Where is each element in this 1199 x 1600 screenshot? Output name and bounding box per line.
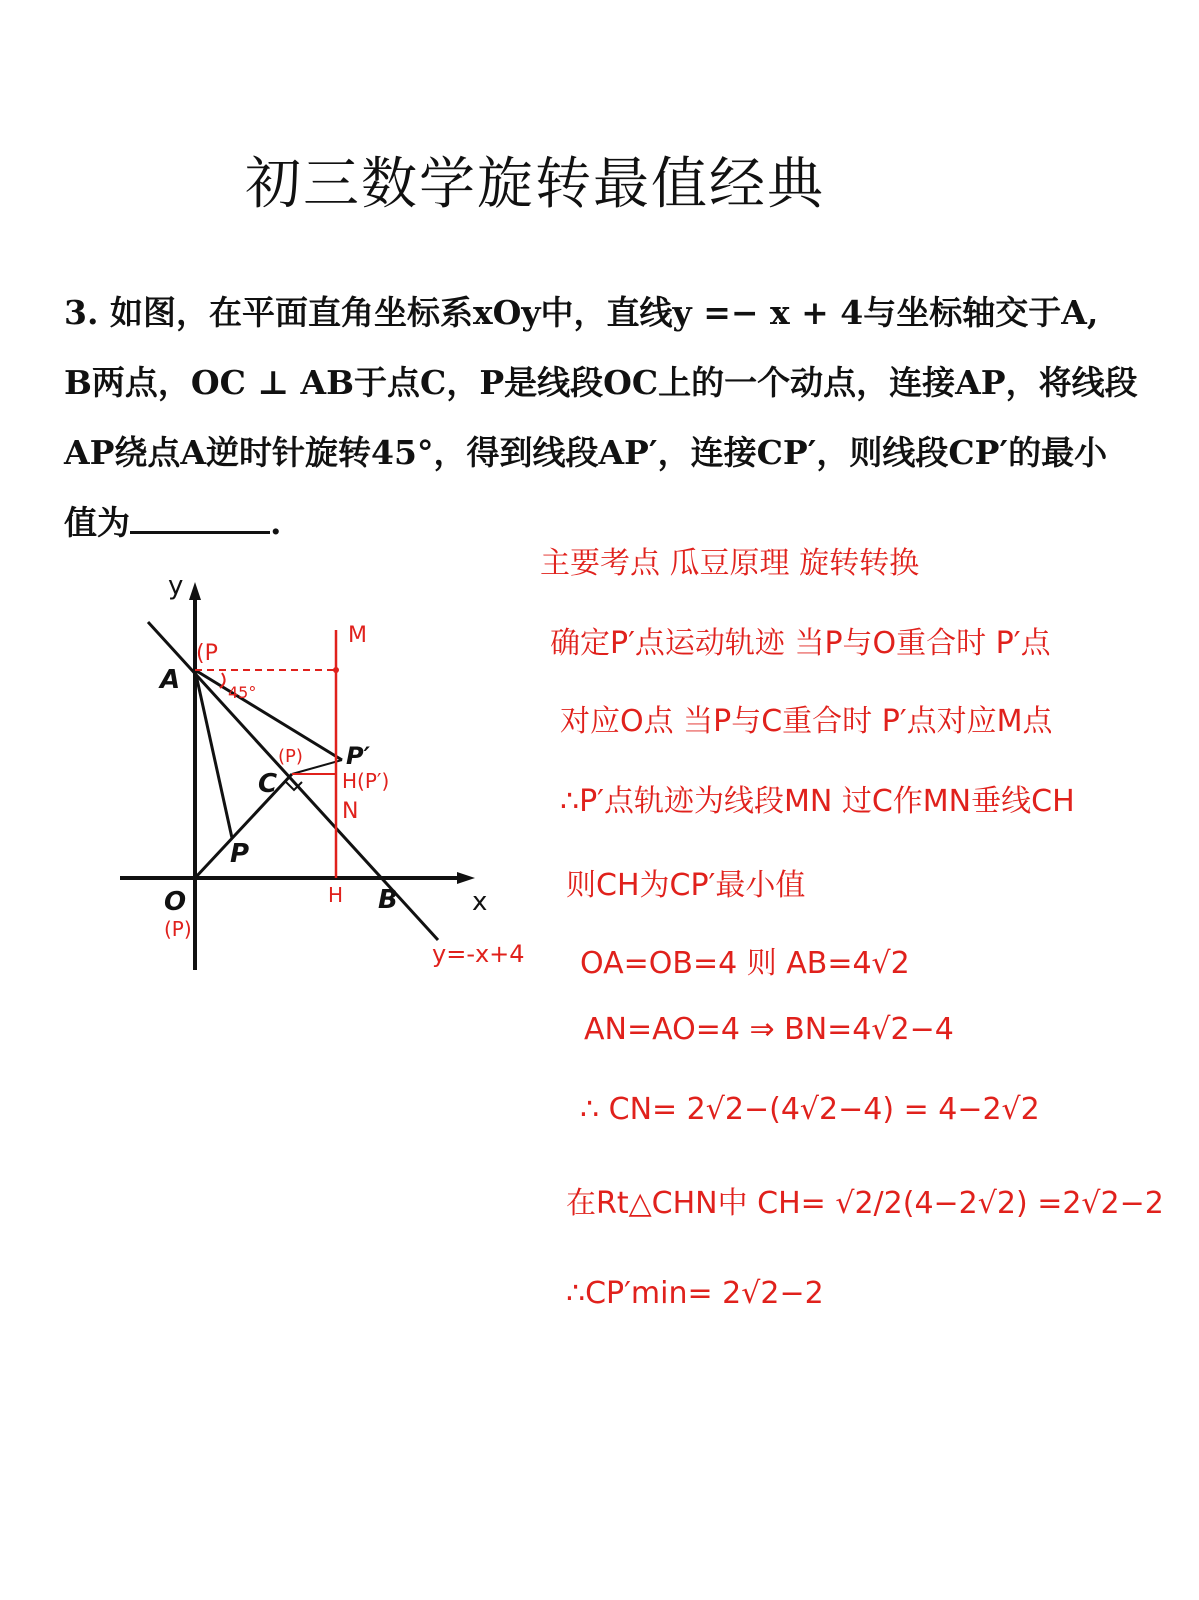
label-B: B [378, 885, 398, 915]
label-P-at-O: (P) [164, 917, 192, 941]
answer-blank[interactable] [130, 501, 270, 534]
note-line-8: ∴ CN= 2√2−(4√2−4) = 4−2√2 [580, 1092, 1040, 1127]
label-y-axis: y [168, 571, 184, 601]
y-axis-arrow [189, 582, 201, 600]
label-x-axis: x [472, 887, 488, 917]
point-M [333, 667, 339, 673]
label-C: C [258, 769, 278, 799]
answer-period: . [270, 503, 282, 542]
label-angle-45: 45° [228, 683, 257, 702]
problem-statement [64, 278, 1154, 558]
label-O: O [164, 887, 187, 917]
label-P-at-C: (P) [278, 746, 303, 767]
note-line-7: AN=AO=4 ⇒ BN=4√2−4 [584, 1012, 954, 1047]
segment-APprime [195, 670, 342, 760]
note-line-1: 主要考点 瓜豆原理 旋转转换 [540, 546, 920, 581]
note-line-9: 在Rt△CHN中 CH= √2/2(4−2√2) =2√2−2 [566, 1186, 1164, 1221]
label-H-Pprime: H(P′) [342, 769, 390, 793]
label-N: N [342, 799, 359, 824]
x-axis-arrow [457, 872, 475, 884]
label-H: H [328, 883, 344, 907]
page-title: 初三数学旋转最值经典 [245, 152, 825, 217]
label-Pprime: P′ [346, 742, 370, 770]
problem-line-3: AP绕点A逆时针旋转45°，得到线段AP′，连接CP′，则线段CP′的最小 [64, 433, 1108, 472]
label-A: A [160, 665, 181, 695]
note-line-10: ∴CP′min= 2√2−2 [566, 1276, 824, 1311]
problem-line-1: 3. 如图，在平面直角坐标系xOy中，直线y =− x + 4与坐标轴交于A, [64, 293, 1099, 332]
note-line-3: 对应O点 当P与C重合时 P′点对应M点 [560, 704, 1053, 739]
note-line-2: 确定P′点运动轨迹 当P与O重合时 P′点 [550, 626, 1051, 661]
answer-prompt: 值为 [64, 503, 130, 542]
label-M: M [348, 623, 367, 648]
note-line-5: 则CH为CP′最小值 [566, 868, 806, 903]
label-line-equation: y=-x+4 [432, 940, 525, 968]
note-line-4: ∴P′点轨迹为线段MN 过C作MN垂线CH [560, 784, 1075, 819]
label-P: P [230, 839, 250, 869]
label-P-at-A: (P [196, 641, 218, 666]
geometry-figure [110, 570, 550, 980]
note-line-6: OA=OB=4 则 AB=4√2 [580, 946, 910, 981]
problem-line-2: B两点，OC ⊥ AB于点C，P是线段OC上的一个动点，连接AP，将线段 [64, 363, 1138, 402]
